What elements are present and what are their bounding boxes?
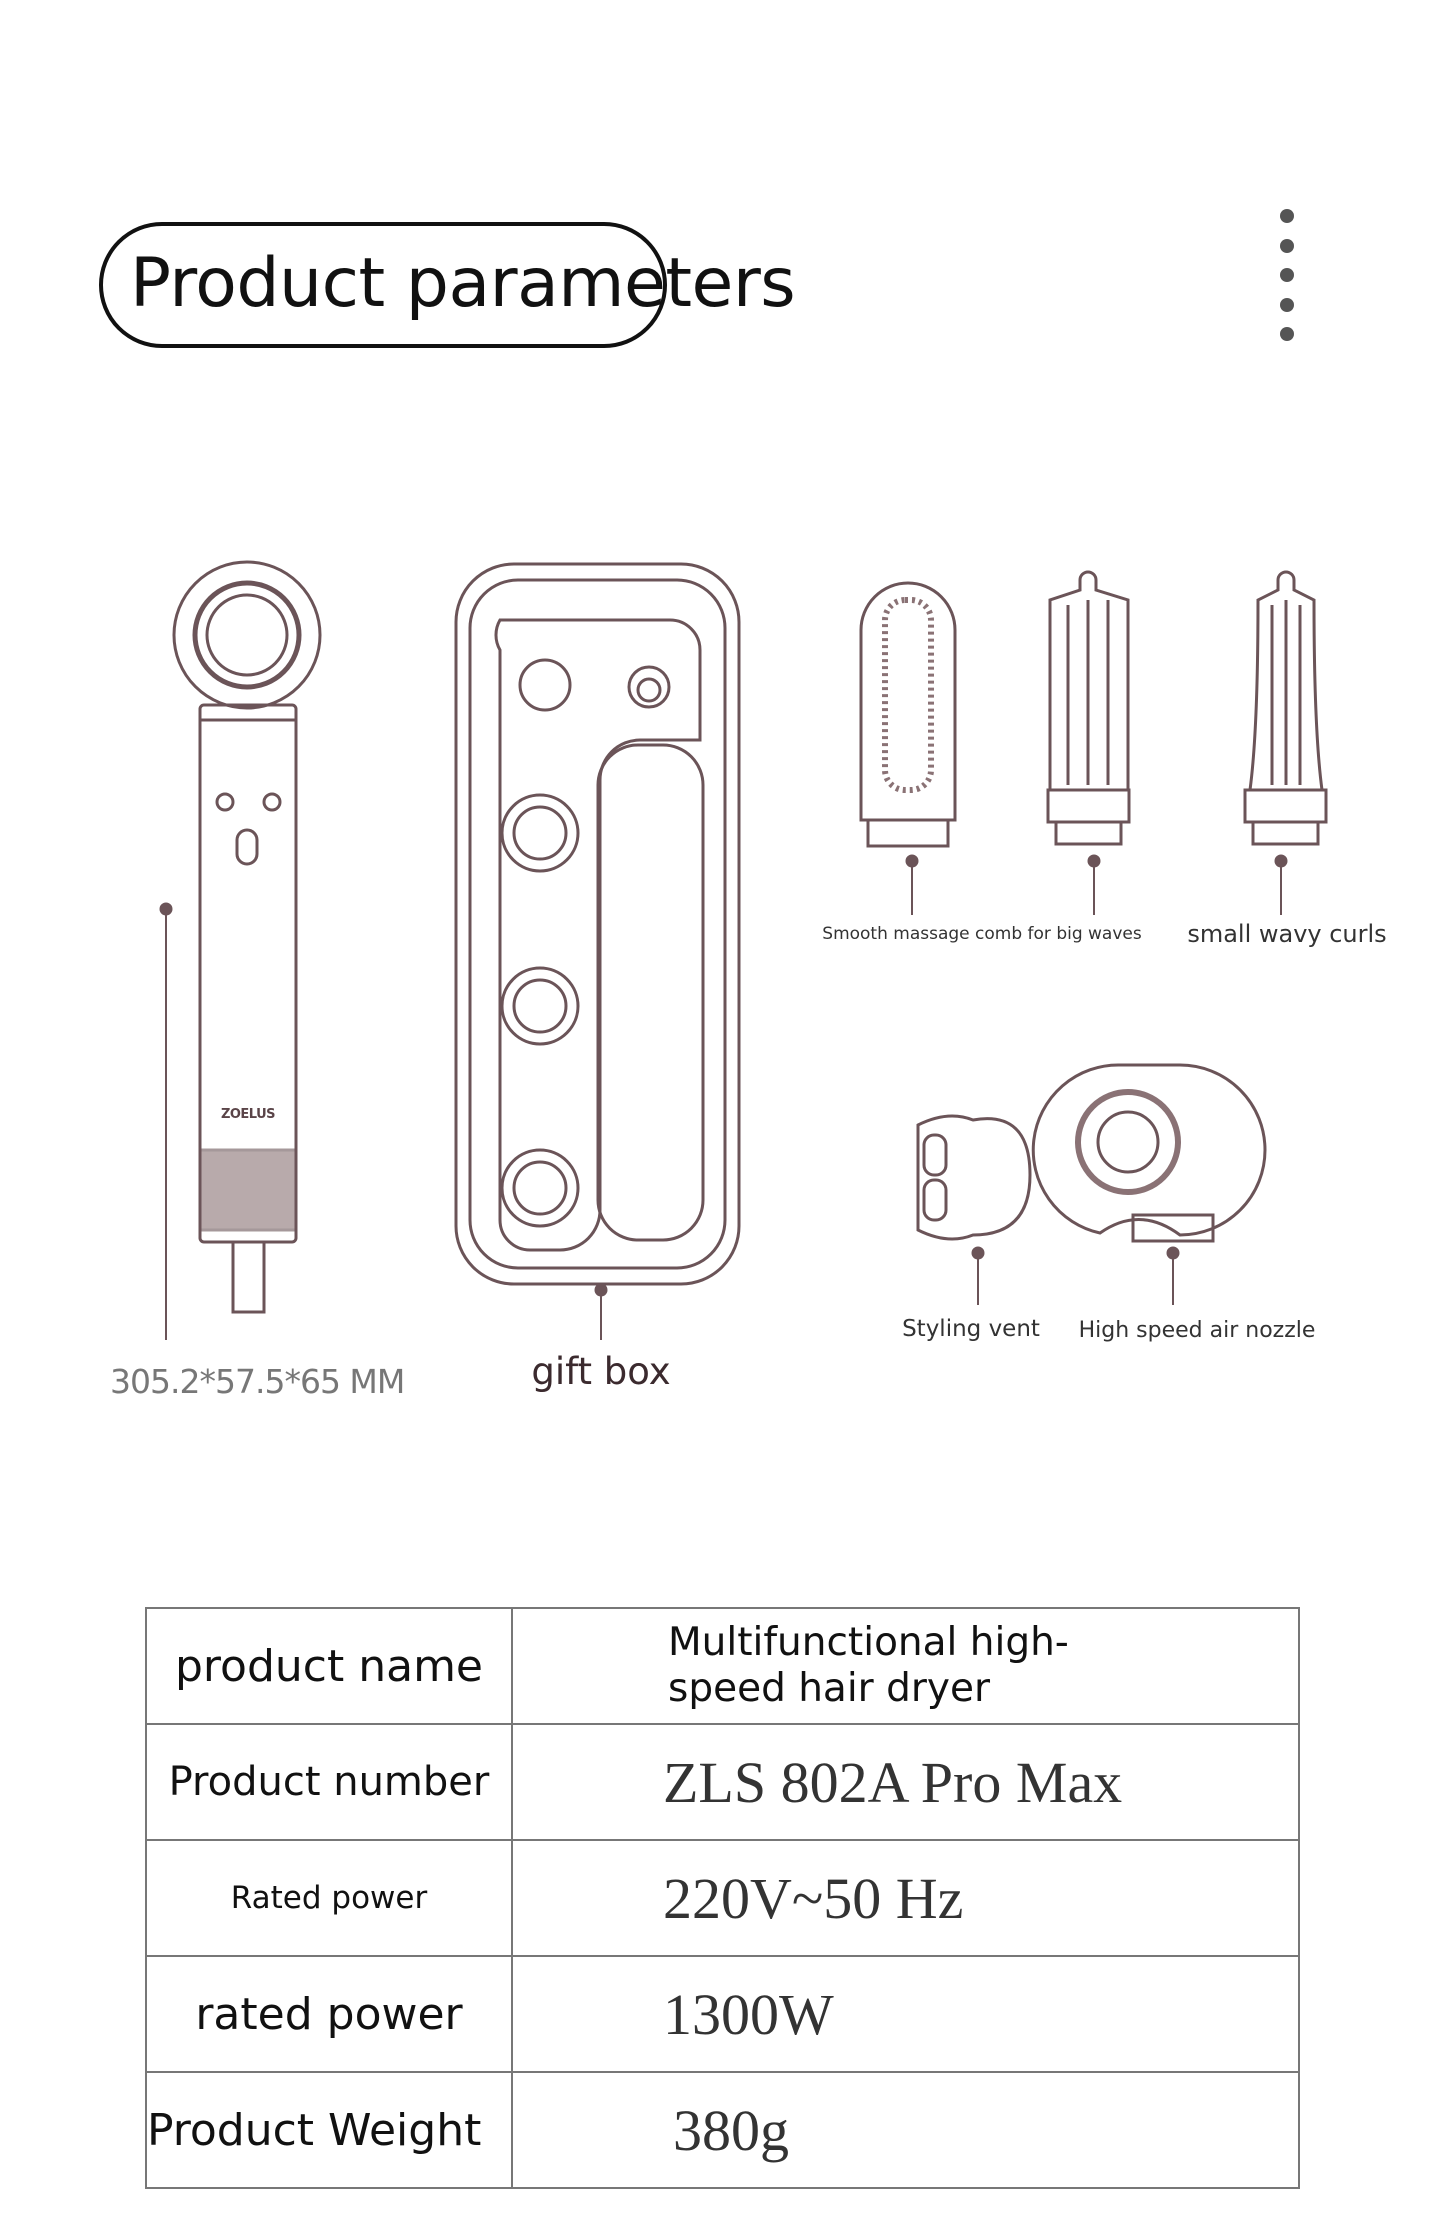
table-row <box>146 1840 1299 1956</box>
styling-vent-illustration <box>918 1116 1030 1305</box>
comb-attachment-illustration <box>861 583 955 915</box>
spec-value: 380g <box>512 2072 1299 2188</box>
hair-dryer-illustration <box>161 562 320 1340</box>
comb-label: Smooth massage comb for big waves <box>822 924 1142 944</box>
table-row <box>146 1724 1299 1840</box>
table-row <box>146 2072 1299 2188</box>
brand-mark: ZOELUS <box>220 1107 276 1122</box>
spec-value: ZLS 802A Pro Max <box>512 1724 1299 1840</box>
table-row <box>146 1956 1299 2072</box>
spec-value: 220V~50 Hz <box>512 1840 1299 1956</box>
big-curler-illustration <box>1048 572 1129 915</box>
gift-box-label: gift box <box>531 1350 671 1393</box>
page-title: Product parameters <box>130 244 796 323</box>
small-curler-illustration <box>1245 572 1326 915</box>
spec-label: Rated power <box>146 1840 512 1956</box>
spec-label: product name <box>146 1608 512 1724</box>
air-nozzle-illustration <box>1033 1065 1265 1305</box>
styling-vent-label: Styling vent <box>902 1316 1040 1342</box>
table-row <box>146 1608 1299 1724</box>
nozzle-label: High speed air nozzle <box>1078 1318 1316 1343</box>
gift-box-illustration <box>456 564 739 1340</box>
dimensions-label: 305.2*57.5*65 MM <box>110 1362 405 1401</box>
spec-table <box>145 1607 1300 2189</box>
spec-value: 1300W <box>512 1956 1299 2072</box>
curls-label: small wavy curls <box>1187 920 1387 948</box>
spec-value: Multifunctional high-speed hair dryer <box>512 1608 1299 1724</box>
spec-label: Product number <box>146 1724 512 1840</box>
spec-label: Product Weight <box>146 2072 512 2188</box>
spec-label: rated power <box>146 1956 512 2072</box>
